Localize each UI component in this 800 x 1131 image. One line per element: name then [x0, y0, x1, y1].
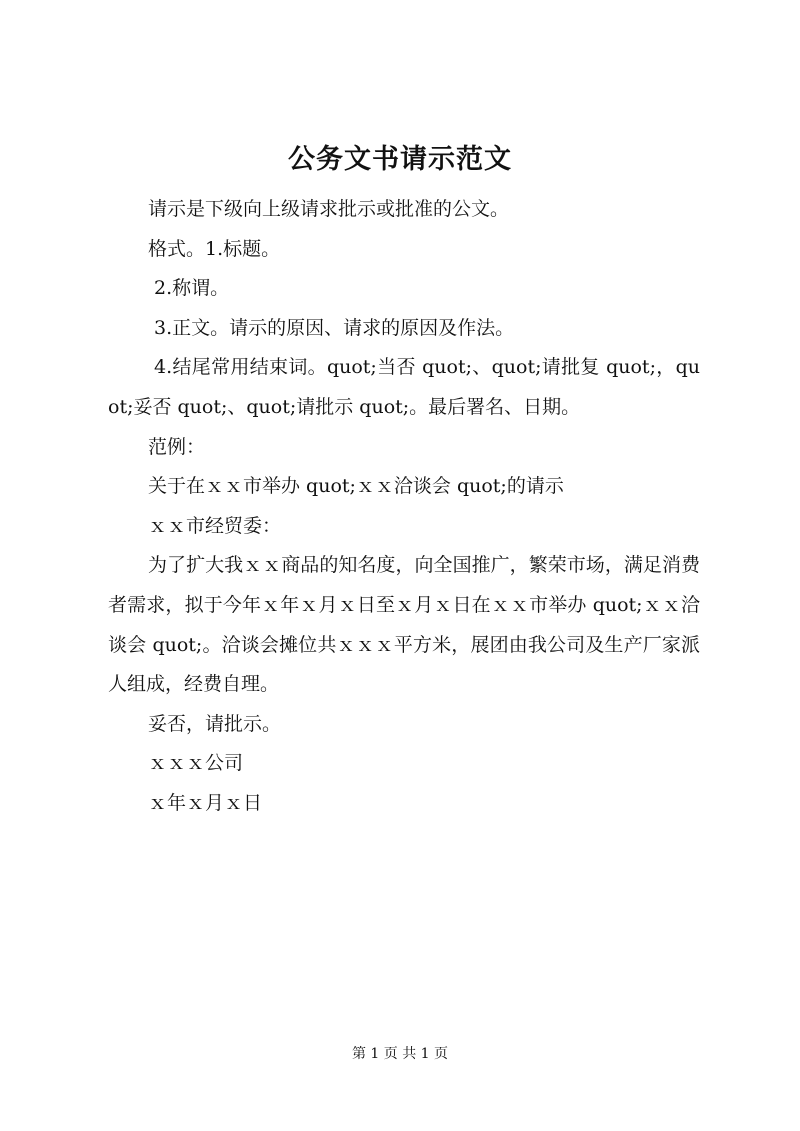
paragraph-example-signature: ｘｘｘ公司	[148, 752, 244, 775]
paragraph-intro: 请示是下级向上级请求批示或批准的公文。	[148, 198, 510, 220]
document-title: 公务文书请示范文	[288, 144, 512, 175]
paragraph-example-body: 为了扩大我ｘｘ商品的知名度，向全国推广，繁荣市场，满足消费者需求，拟于今年ｘ年ｘ月ｘ日至ｘ月ｘ日在ｘｘ市举办 quot;ｘｘ洽谈会 quot;。洽谈会摊位共ｘｘｘ平方米，展团由我公司及生产厂家派人组成，经费自理。	[108, 554, 700, 696]
document-body	[108, 190, 700, 824]
paragraph-example-addressee: ｘｘ市经贸委：	[148, 514, 282, 537]
paragraph-example-title: 关于在ｘｘ市举办 quot;ｘｘ洽谈会 quot;的请示	[148, 475, 564, 498]
paragraph-format-title: 格式。1.标题。	[148, 237, 281, 260]
paragraph-format-ending: 4.结尾常用结束词。quot;当否 quot;、quot;请批复 quot;，quot;妥否 quot;、quot;请批示 quot;。最后署名、日期。	[108, 356, 700, 418]
paragraph-example-label: 范例：	[148, 435, 206, 458]
paragraph-format-body: 3.正文。请示的原因、请求的原因及作法。	[154, 316, 515, 339]
paragraph-format-salutation: 2.称谓。	[154, 277, 230, 300]
page-footer: 第 1 页 共 1 页	[351, 1046, 449, 1062]
paragraph-example-request: 妥否，请批示。	[148, 712, 282, 735]
paragraph-example-date: ｘ年ｘ月ｘ日	[148, 791, 263, 814]
